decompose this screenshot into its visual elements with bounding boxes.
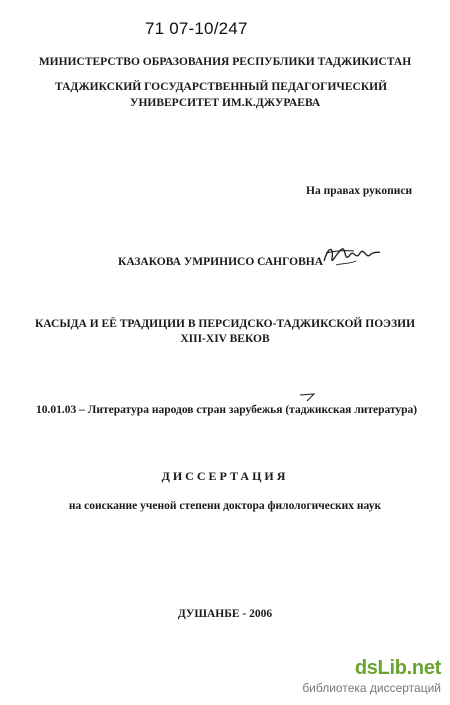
handwritten-signature [320,241,382,269]
ministry-heading: МИНИСТЕРСТВО ОБРАЗОВАНИЯ РЕСПУБЛИКИ ТАДЖИКИСТАН [38,56,412,68]
specialty-text: – Литература народов стран зарубежья (таджикская литература) [76,404,418,416]
dslib-watermark[interactable] [277,657,447,702]
document-type: ДИССЕРТАЦИЯ [161,469,289,483]
degree-purpose: на соискание ученой степени доктора филологических наук [68,500,382,512]
dissertation-title-line1: КАСЫДА И ЕЁ ТРАДИЦИИ В ПЕРСИДСКО-ТАДЖИКСКОЙ ПОЭЗИИ [34,318,416,330]
city-and-year: ДУШАНБЕ - 2006 [177,608,273,620]
specialty-code: 10.01.03 [36,404,77,416]
author-name: КАЗАКОВА УМРИНИСО САНГОВНА [118,256,324,268]
dslib-logo: dsLib.net [354,657,441,679]
university-heading-line1: ТАДЖИКСКИЙ ГОСУДАРСТВЕННЫЙ ПЕДАГОГИЧЕСКИЙ [55,81,388,93]
dslib-caption: библиотека диссертаций [302,681,441,695]
dissertation-title-line2: XIII-XIV ВЕКОВ [180,333,270,345]
specialty-line [36,404,417,416]
archive-stamp-number: 71 07-10/247 [145,19,248,38]
rights-notice: На правах рукописи [306,185,413,197]
university-heading-line2: УНИВЕРСИТЕТ ИМ.К.ДЖУРАЕВА [130,97,321,109]
handwritten-mark [298,392,318,402]
